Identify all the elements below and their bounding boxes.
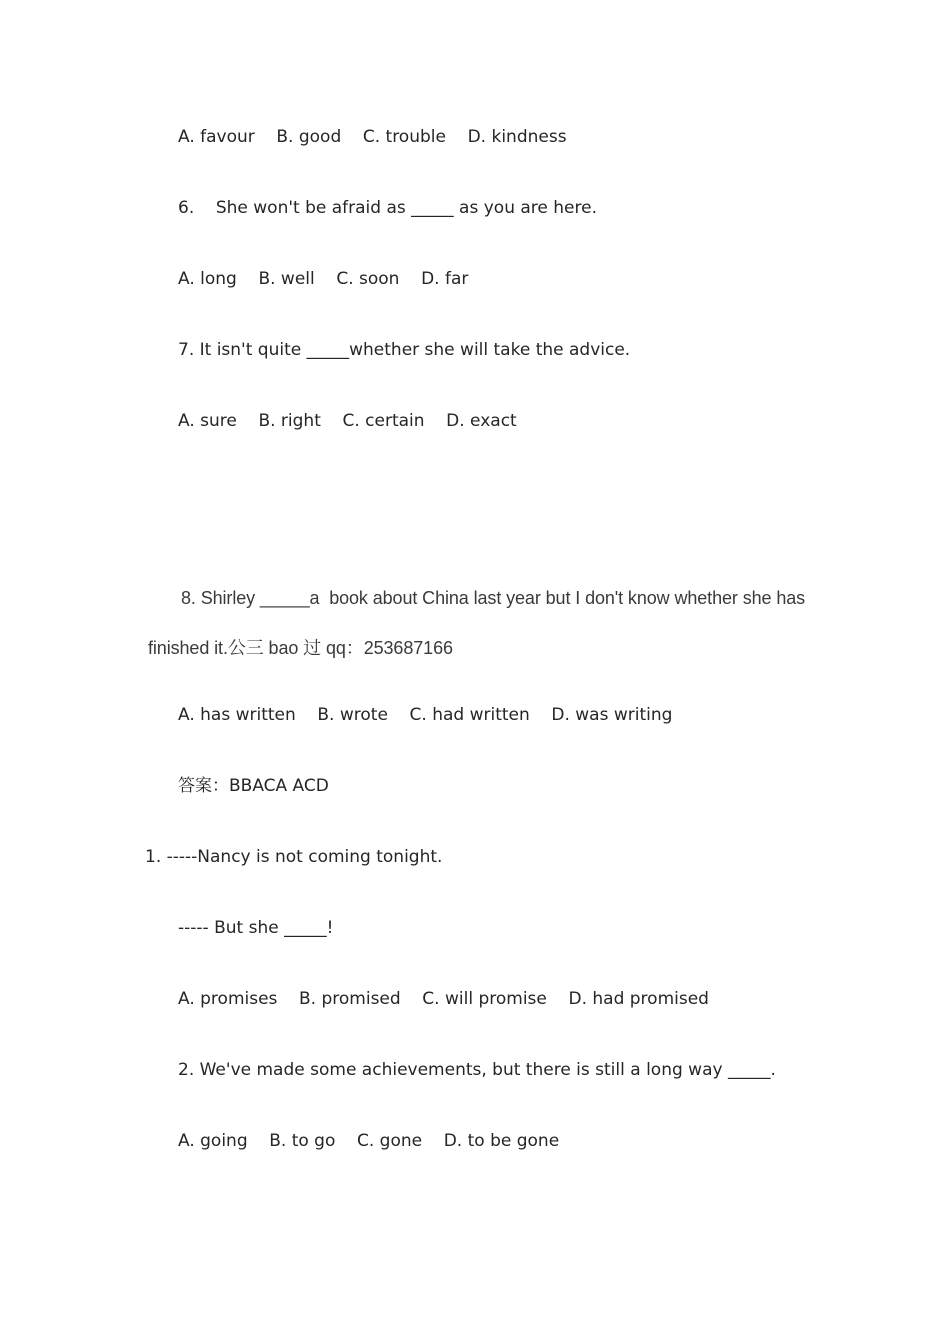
section2-q1-options: A. promises B. promised C. will promise D. had promised [178, 989, 709, 1009]
question-8-line-1: 8. Shirley _____a book about China last year but I don't know whether she has [181, 588, 806, 608]
section2-question-1: 1. -----Nancy is not coming tonight. [145, 847, 443, 867]
question-7: 7. It isn't quite _____whether she will take the advice. [178, 340, 631, 360]
section2-q2-options: A. going B. to go C. gone D. to be gone [178, 1131, 560, 1151]
section2-question-2: 2. We've made some achievements, but there is still a long way _____. [178, 1060, 776, 1080]
question-6: 6. She won't be afraid as _____ as you are here. [178, 198, 597, 218]
question-8-line-2: finished it.公三 bao 过 qq：253687166 [148, 638, 453, 658]
q6-options: A. long B. well C. soon D. far [178, 269, 469, 289]
q5-options: A. favour B. good C. trouble D. kindness [178, 127, 567, 147]
answer-key: 答案：BBACA ACD [178, 776, 329, 796]
question-8-image [140, 578, 820, 668]
q7-options: A. sure B. right C. certain D. exact [178, 411, 517, 431]
q8-options: A. has written B. wrote C. had written D. was writing [178, 705, 673, 725]
section2-question-1-reply: ----- But she _____! [178, 918, 334, 938]
